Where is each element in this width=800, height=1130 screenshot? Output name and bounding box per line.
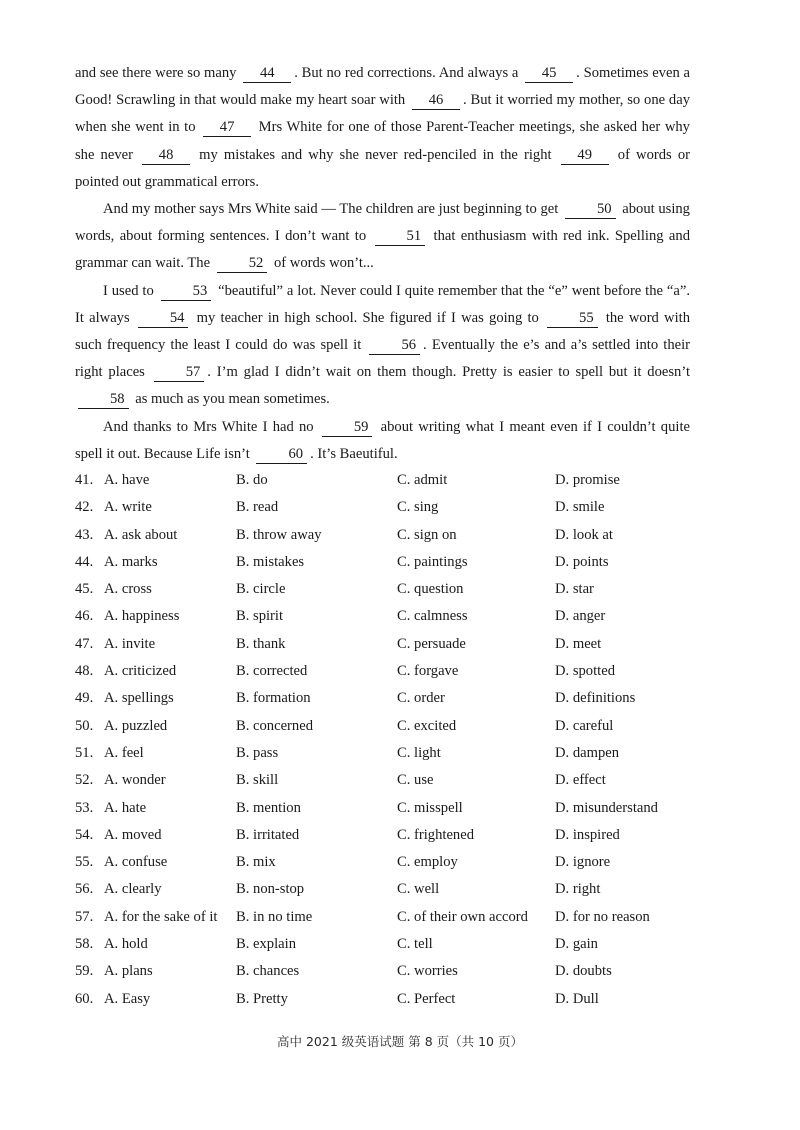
answer-blank: 49 — [561, 146, 609, 165]
option-row — [75, 687, 715, 714]
answer-blank: 44 — [243, 64, 291, 83]
option-a: A. criticized — [104, 663, 177, 680]
option-d: D. spotted — [555, 663, 615, 680]
option-row — [75, 988, 715, 1015]
option-c: C. admit — [397, 472, 448, 488]
answer-blank: 50 — [565, 200, 616, 219]
answer-blank: 60 — [256, 445, 307, 464]
option-d: D. right — [555, 881, 601, 898]
option-c: C. Perfect — [397, 990, 456, 1007]
passage-text: the word with such frequency the least I could do was spell it — [75, 309, 691, 354]
question-number: 43. — [75, 526, 94, 543]
cloze-passage — [75, 60, 690, 468]
option-b: B. corrected — [236, 663, 308, 680]
option-b: B. mix — [236, 854, 276, 871]
option-row — [75, 715, 715, 742]
passage-text: And my mother says Mrs White said — The children are just beginning to get — [103, 201, 562, 218]
option-a: A. hate — [104, 799, 147, 816]
option-d: D. promise — [555, 472, 620, 488]
option-d: D. meet — [555, 635, 602, 652]
option-a: A. confuse — [104, 854, 168, 871]
option-b: B. read — [236, 499, 279, 516]
option-a: A. plans — [104, 963, 153, 980]
option-b: B. chances — [236, 963, 300, 980]
option-row — [75, 578, 715, 605]
option-b: B. explain — [236, 936, 296, 953]
option-d: D. doubts — [555, 963, 612, 980]
passage-text: of words won’t... — [270, 255, 374, 272]
option-b: B. Pretty — [236, 990, 288, 1007]
option-a: A. for the sake of it — [104, 908, 218, 925]
answer-blank: 46 — [412, 91, 460, 110]
question-number: 51. — [75, 744, 94, 761]
question-number: 55. — [75, 854, 94, 871]
answer-blank: 45 — [525, 64, 573, 83]
option-a: A. Easy — [104, 990, 151, 1007]
question-number: 41. — [75, 472, 94, 488]
question-number: 48. — [75, 663, 94, 680]
question-number: 49. — [75, 690, 94, 707]
option-d: D. dampen — [555, 744, 620, 761]
option-row — [75, 633, 715, 660]
answer-blank: 53 — [161, 282, 212, 301]
option-b: B. throw away — [236, 526, 322, 543]
option-d: D. for no reason — [555, 908, 650, 925]
option-a: A. puzzled — [104, 717, 168, 734]
answer-blank: 48 — [142, 146, 190, 165]
option-row — [75, 524, 715, 551]
option-b: B. mention — [236, 799, 301, 816]
option-d: D. definitions — [555, 690, 636, 707]
option-row — [75, 769, 715, 796]
question-number: 57. — [75, 908, 94, 925]
question-number: 52. — [75, 772, 94, 789]
answer-blank: 52 — [217, 254, 268, 273]
passage-text: . Sometimes even a Good! Scrawling in that would make my heart soar with — [75, 65, 690, 109]
option-a: A. have — [104, 472, 150, 488]
option-b: B. formation — [236, 690, 311, 707]
option-c: C. frightened — [397, 826, 475, 843]
option-b: B. pass — [236, 744, 279, 761]
option-a: A. cross — [104, 581, 152, 598]
option-row — [75, 469, 715, 496]
passage-text: that enthusiasm with red ink. Spelling and grammar can wait. The — [75, 228, 690, 272]
passage-text: And thanks to Mrs White I had no — [103, 418, 319, 435]
option-c: C. sing — [397, 499, 439, 516]
option-b: B. spirit — [236, 608, 284, 625]
option-d: D. look at — [555, 526, 613, 543]
option-b: B. mistakes — [236, 553, 305, 570]
question-number: 53. — [75, 799, 94, 816]
option-row — [75, 797, 715, 824]
option-c: C. excited — [397, 717, 457, 734]
option-row — [75, 960, 715, 987]
passage-paragraph — [75, 278, 690, 414]
option-a: A. marks — [104, 553, 158, 570]
passage-text: “beautiful” a lot. Never could I quite remember that the “e” went before the “a”. It always — [75, 282, 690, 326]
answer-blank: 59 — [322, 418, 373, 437]
option-b: B. circle — [236, 581, 286, 598]
option-row — [75, 824, 715, 851]
option-d: D. Dull — [555, 990, 599, 1007]
option-c: C. worries — [397, 963, 458, 980]
option-d: D. gain — [555, 936, 598, 953]
option-a: A. clearly — [104, 881, 162, 898]
passage-text: and see there were so many — [75, 65, 241, 81]
option-d: D. points — [555, 553, 609, 570]
question-number: 56. — [75, 881, 94, 898]
question-number: 58. — [75, 936, 94, 953]
passage-text: . But no red corrections. And always a — [294, 65, 523, 81]
option-d: D. careful — [555, 717, 614, 734]
answer-blank: 55 — [547, 309, 598, 328]
passage-text: . But it worried my mother, so one day when she went in to — [75, 92, 690, 136]
option-row — [75, 496, 715, 523]
passage-text: . I’m glad I didn’t wait on them though. Pretty is easier to spell but it doesn’t — [207, 364, 690, 381]
option-a: A. write — [104, 499, 152, 516]
option-a: A. wonder — [104, 772, 166, 789]
passage-text: . Eventually the e’s and a’s settled into their right places — [75, 337, 691, 381]
passage-paragraph — [75, 60, 690, 196]
option-row — [75, 660, 715, 687]
page-footer: 高中 2021 级英语试题 第 8 页（共 10 页） — [277, 1034, 523, 1049]
passage-text: Mrs White for one of those Parent-Teacher meetings, she asked her why she never — [75, 119, 690, 163]
option-c: C. employ — [397, 854, 458, 871]
option-d: D. misunderstand — [555, 799, 658, 816]
passage-text: of words or pointed out grammatical errors. — [75, 146, 690, 190]
question-number: 50. — [75, 717, 94, 734]
question-number: 60. — [75, 990, 94, 1007]
passage-paragraph — [75, 196, 690, 278]
option-row — [75, 878, 715, 905]
option-c: C. light — [397, 744, 441, 761]
option-row — [75, 906, 715, 933]
option-d: D. star — [555, 581, 594, 598]
option-b: B. do — [236, 472, 268, 488]
answer-blank: 47 — [203, 118, 251, 137]
option-a: A. invite — [104, 635, 156, 652]
option-d: D. ignore — [555, 854, 611, 871]
question-number: 54. — [75, 826, 94, 843]
passage-paragraph — [75, 414, 690, 468]
option-d: D. smile — [555, 499, 605, 516]
option-c: C. misspell — [397, 799, 463, 816]
option-d: D. anger — [555, 608, 606, 625]
option-a: A. happiness — [104, 608, 180, 625]
passage-text: about using words, about forming sentences. I don’t want to — [75, 201, 690, 245]
passage-text: my mistakes and why she never red-penciled in the right — [193, 146, 558, 163]
options-list — [75, 469, 715, 1015]
passage-text: my teacher in high school. She figured if I was going to — [191, 309, 545, 326]
option-row — [75, 933, 715, 960]
passage-text: I used to — [103, 282, 158, 299]
option-c: C. paintings — [397, 553, 468, 570]
option-c: C. use — [397, 772, 434, 789]
option-c: C. persuade — [397, 635, 466, 652]
option-a: A. ask about — [104, 526, 178, 543]
option-c: C. order — [397, 690, 445, 707]
option-b: B. non-stop — [236, 881, 305, 898]
answer-blank: 51 — [375, 227, 426, 246]
answer-blank: 56 — [369, 336, 420, 355]
option-a: A. spellings — [104, 690, 174, 707]
answer-blank: 54 — [138, 309, 189, 328]
passage-text: . It’s Baeutiful. — [310, 445, 398, 462]
option-a: A. feel — [104, 744, 144, 761]
option-a: A. hold — [104, 936, 148, 953]
question-number: 44. — [75, 553, 94, 570]
option-c: C. sign on — [397, 526, 457, 543]
option-b: B. concerned — [236, 717, 313, 734]
option-b: B. in no time — [236, 908, 313, 925]
option-row — [75, 551, 715, 578]
option-a: A. moved — [104, 826, 162, 843]
option-c: C. of their own accord — [397, 908, 528, 925]
passage-text: about writing what I meant even if I couldn’t quite spell it out. Because Life isn’t — [75, 418, 690, 462]
option-c: C. question — [397, 581, 464, 598]
passage-text: as much as you mean sometimes. — [131, 391, 330, 408]
option-c: C. well — [397, 881, 440, 898]
option-row — [75, 605, 715, 632]
option-b: B. irritated — [236, 826, 300, 843]
answer-blank: 57 — [154, 363, 205, 382]
option-c: C. tell — [397, 936, 433, 953]
option-b: B. skill — [236, 772, 279, 789]
question-number: 42. — [75, 499, 94, 516]
option-b: B. thank — [236, 635, 286, 652]
option-c: C. calmness — [397, 608, 468, 625]
question-number: 47. — [75, 635, 94, 652]
question-number: 45. — [75, 581, 94, 598]
question-number: 46. — [75, 608, 94, 625]
option-d: D. inspired — [555, 826, 620, 843]
answer-blank: 58 — [78, 390, 129, 409]
option-c: C. forgave — [397, 663, 459, 680]
option-row — [75, 851, 715, 878]
option-d: D. effect — [555, 772, 606, 789]
option-row — [75, 742, 715, 769]
question-number: 59. — [75, 963, 94, 980]
